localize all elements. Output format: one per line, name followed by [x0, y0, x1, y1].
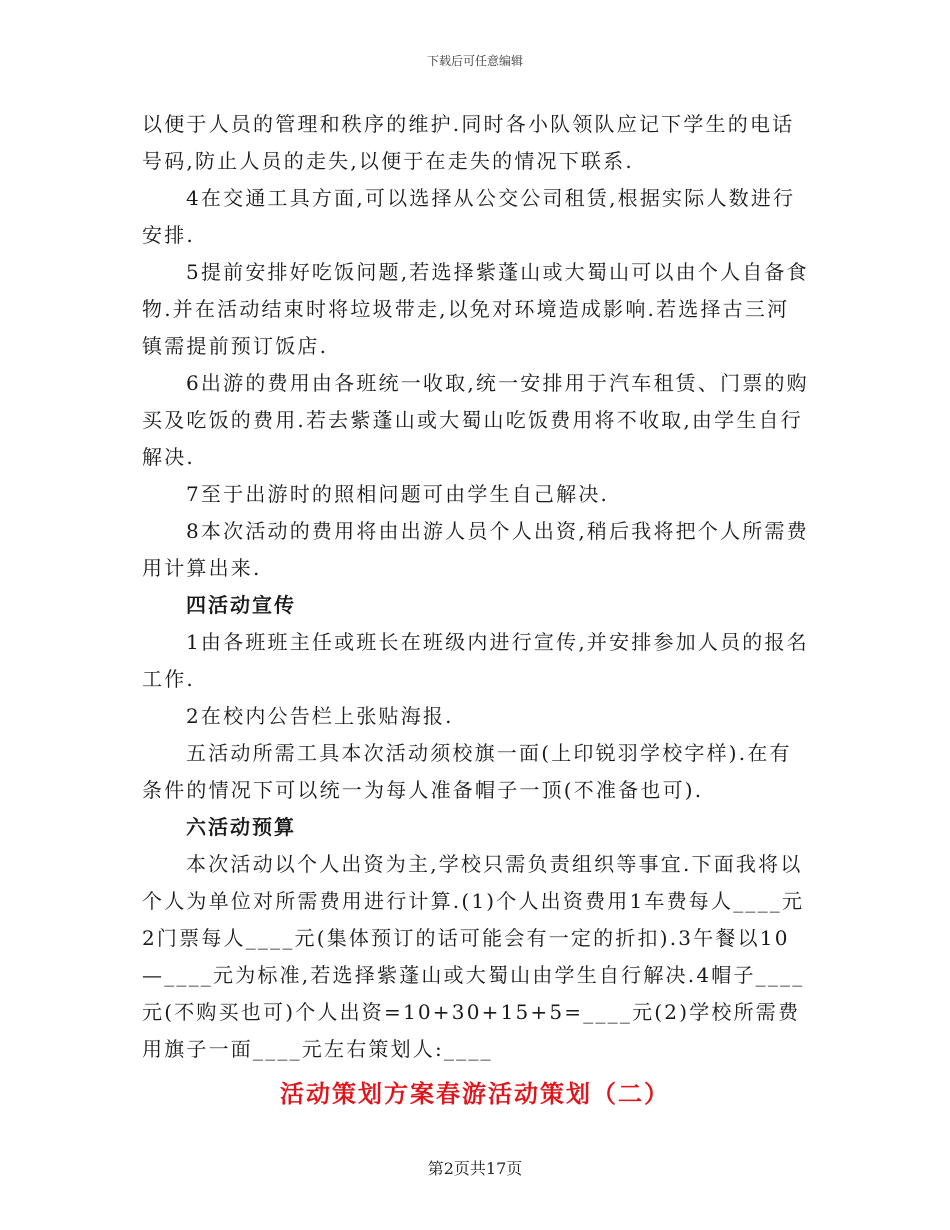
paragraph: 7至于出游时的照相问题可由学生自己解决. — [186, 482, 610, 506]
paragraph: 4在交通工具方面,可以选择从公交公司租赁,根据实际人数进行安排. — [142, 186, 796, 247]
paragraph: 8本次活动的费用将由出游人员个人出资,稍后我将把个人所需费用计算出来. — [142, 519, 809, 580]
section-heading: 四活动宣传 — [186, 593, 296, 617]
paragraph: 以便于人员的管理和秩序的维护.同时各小队领队应记下学生的电话号码,防止人员的走失,以便于在走失的情况下联系. — [142, 112, 795, 173]
section-heading: 六活动预算 — [186, 815, 296, 839]
paragraph: 1由各班班主任或班长在班级内进行宣传,并安排参加人员的报名工作. — [142, 630, 809, 691]
page-footer: 第2页共17页 — [427, 1159, 523, 1178]
paragraph: 6出游的费用由各班统一收取,统一安排用于汽车租赁、门票的购买及吃饭的费用.若去紫蓬山或大蜀山吃饭费用将不收取,由学生自行解决. — [142, 371, 809, 469]
paragraph: 2在校内公告栏上张贴海报. — [186, 704, 454, 728]
page-header: 下载后可任意编辑 — [426, 54, 523, 68]
section-subtitle: 活动策划方案春游活动策划（二） — [280, 1080, 670, 1108]
paragraph: 五活动所需工具本次活动须校旗一面(上印锐羽学校字样).在有条件的情况下可以统一为每人准备帽子一顶(不准备也可). — [142, 741, 792, 802]
paragraph: 5提前安排好吃饭问题,若选择紫蓬山或大蜀山可以由个人自备食物.并在活动结束时将垃圾带走,以免对环境造成影响.若选择古三河镇需提前预订饭店. — [142, 260, 809, 358]
document-body — [142, 106, 810, 1068]
paragraph: 本次活动以个人出资为主,学校只需负责组织等事宜.下面我将以个人为单位对所需费用进行计算.(1)个人出资费用1车费每人____元2门票每人____元(集体预订的话可能会有一定的折扣).3午餐以10—____元为标准,若选择紫蓬山或大蜀山由学生自行解决.4帽子____元(不购买也可)个人出资=10+30+15+5=____元(2)学校所需费用旗子一面____元左右策划人:____ — [142, 852, 805, 1061]
